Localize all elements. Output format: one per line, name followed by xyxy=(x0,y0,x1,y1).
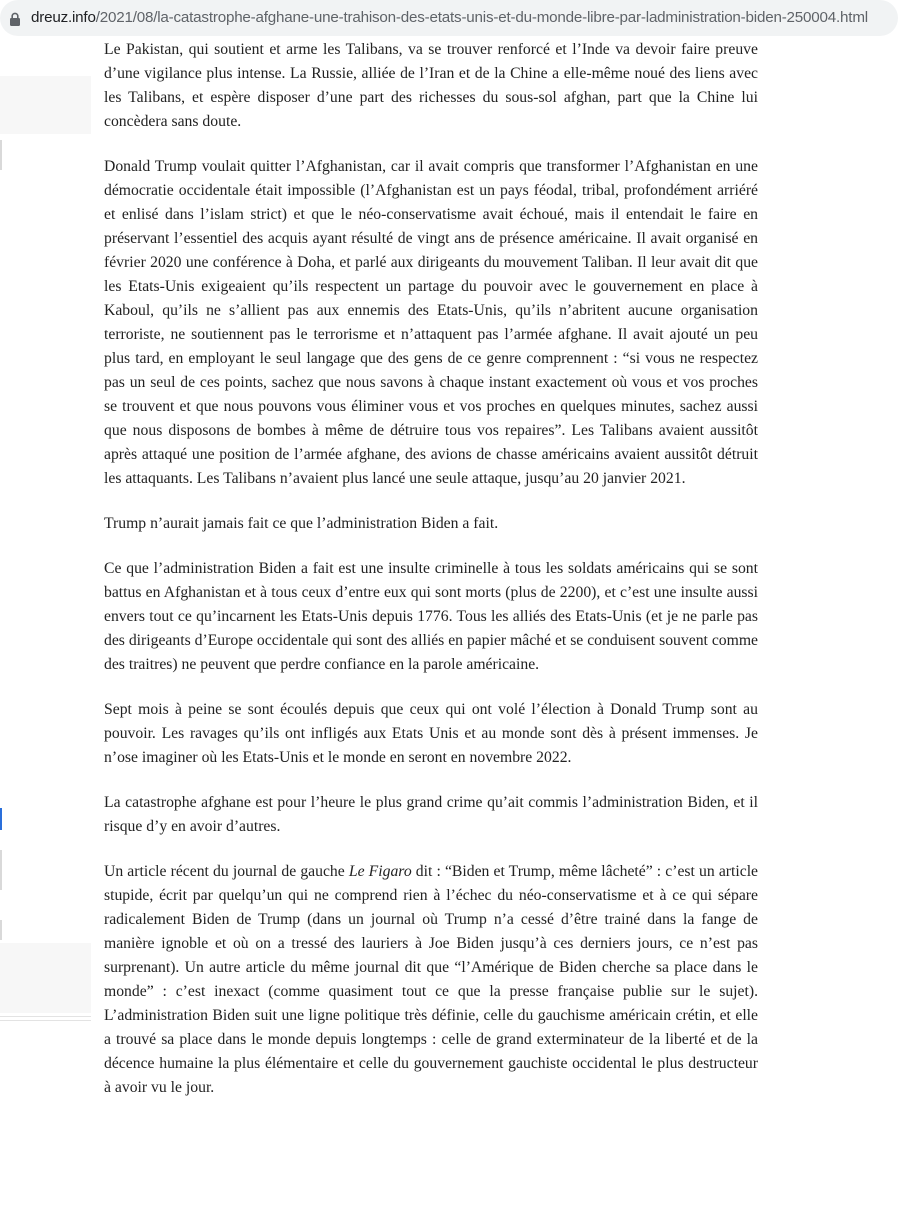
text-span: dit : “Biden et Trump, même lâcheté” : c’est un article stupide, écrit par quelqu’un qui ne comprend rien à l’échec du néo-conservatisme et à ce qui sépare radicalement Biden de Trump (dans un journal où Trump n’a cessé d’être trainé dans la fange de manière ignoble et où on a tressé des lauriers à Joe Biden jusqu’à ces derniers jours, ce n’est pas surprenant). Un autre article du même journal dit que “l’Amérique de Biden cherche sa place dans le monde” : c’est inexact (comme quasiment tout ce que la presse française publie sur le sujet). L’administration Biden suit une ligne politique très définie, celle du gauchisme américain crétin, et elle a trouvé sa place dans le monde depuis longtemps : celle de grand exterminateur de la liberté et de la décence humaine la plus élémentaire et celle du gouvernement gauchiste occidental le plus destructeur à avoir vu le jour. xyxy=(104,863,759,1096)
text-span: Un article récent du journal de gauche xyxy=(104,863,349,880)
article-body xyxy=(104,38,758,1121)
sidebar-edge-mark xyxy=(0,140,2,170)
sidebar-divider xyxy=(0,1020,91,1021)
article-paragraph: Sept mois à peine se sont écoulés depuis que ceux qui ont volé l’élection à Donald Trump sont au pouvoir. Les ravages qu’ils ont infligés aux Etats Unis et au monde sont dès à présent immenses. Je n’ose imaginer où les Etats-Unis et le monde en seront en novembre 2022. xyxy=(104,701,758,766)
sidebar-edge-mark xyxy=(0,920,2,940)
sidebar-panel xyxy=(0,943,91,1013)
lock-icon xyxy=(9,12,21,26)
article-paragraph: La catastrophe afghane est pour l’heure le plus grand crime qu’ait commis l’administration Biden, et il risque d’y en avoir d’autres. xyxy=(104,794,758,835)
article-paragraph: Donald Trump voulait quitter l’Afghanistan, car il avait compris que transformer l’Afghanistan en une démocratie occidentale était impossible (l’Afghanistan est un pays féodal, tribal, profondément arriéré et enlisé dans l’islam strict) et que le néo-conservatisme avait échoué, mais il entendait le faire en préservant l’essentiel des acquis ayant résulté de vingt ans de présence américaine. Il avait organisé en février 2020 une conférence à Doha, et parlé aux dirigeants du mouvement Taliban. Il leur avait dit que les Etats-Unis exigeaient qu’ils respectent un partage du pouvoir avec le gouvernement en place à Kaboul, qu’ils ne s’allient pas aux ennemis des Etats-Unis, qu’ils n’abritent aucune organisation terroriste, ne soutiennent pas le terrorisme et n’attaquent pas l’armée afghane. Il avait ajouté un peu plus tard, en employant le seul langage que des gens de ce genre comprennent : “si vous ne respectez pas un seul de ces points, sachez que nous savons à chaque instant exactement où vous et vos proches se trouvent et que nous pouvons vous éliminer vous et vos proches en quelques minutes, sachez aussi que nous disposons de bombes à même de détruire tous vos repaires”. Les Talibans avaient aussitôt après attaqué une position de l’armée afghane, des avions de chasse américains avaient aussitôt détruit les attaquants. Les Talibans n’avaient plus lancé une seule attaque, jusqu’au 20 janvier 2021. xyxy=(104,158,758,487)
article-paragraph: Ce que l’administration Biden a fait est une insulte criminelle à tous les soldats américains qui se sont battus en Afghanistan et à tous ceux d’entre eux qui sont morts (plus de 2200), et c’est une insulte aussi envers tout ce qu’incarnent les Etats-Unis depuis 1776. Tous les alliés des Etats-Unis (et je ne parle pas des dirigeants d’Europe occidentale qui sont des alliés en papier mâché et se conduisent souvent comme des traitres) ne peuvent que perdre confiance en la parole américaine. xyxy=(104,560,758,673)
article-paragraph xyxy=(104,860,758,1100)
journal-name: Le Figaro xyxy=(348,863,412,880)
sidebar-edge-mark xyxy=(0,850,2,890)
sidebar-panel xyxy=(0,76,91,134)
url-text[interactable] xyxy=(31,9,868,27)
sidebar-divider xyxy=(0,1016,91,1017)
article-paragraph: Trump n’aurait jamais fait ce que l’administration Biden a fait. xyxy=(104,515,499,532)
sidebar-edge-mark xyxy=(0,808,2,830)
url-host: dreuz.info xyxy=(31,9,96,26)
url-path: /2021/08/la-catastrophe-afghane-une-trahison-des-etats-unis-et-du-monde-libre-par-ladministration-biden-250004.html xyxy=(95,9,868,26)
address-bar[interactable] xyxy=(0,0,898,36)
article-paragraph: Le Pakistan, qui soutient et arme les Talibans, va se trouver renforcé et l’Inde va devoir faire preuve d’une vigilance plus intense. La Russie, alliée de l’Iran et de la Chine a elle-même noué des liens avec les Talibans, et espère disposer d’une part des richesses du sous-sol afghan, part que la Chine lui concèdera sans doute. xyxy=(104,41,758,130)
